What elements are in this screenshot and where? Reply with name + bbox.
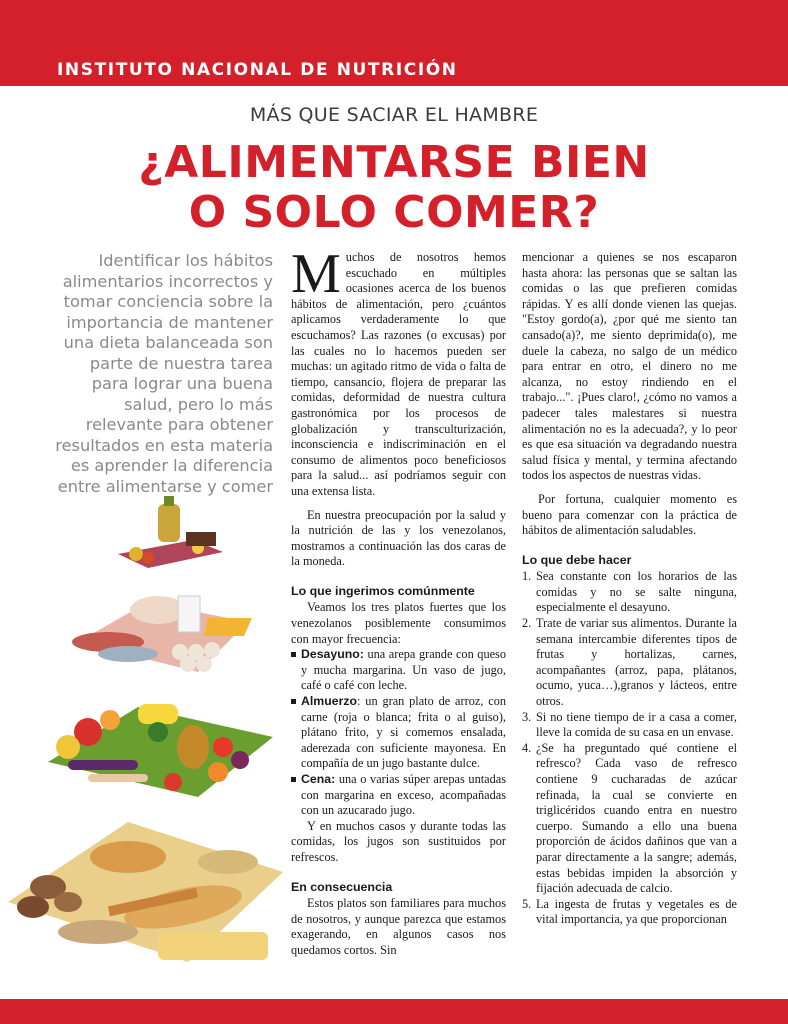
article-title — [0, 138, 788, 238]
paragraph: Estos platos son familiares para muchos de nosotros, y aunque parezca que estamos exagerando, en algunos casos nos quedamos cortos. Sin — [291, 896, 506, 957]
paragraph: Por fortuna, cualquier momento es bueno para comenzar con la práctica de hábitos de alimentación saludables. — [522, 491, 737, 538]
drop-cap: M — [291, 243, 341, 305]
grains-starches-tier — [8, 822, 283, 962]
list-item: Desayuno: una arepa grande con queso y mucha margarina. Un vaso de jugo, café o café con leche. — [291, 647, 506, 694]
title-line-2: O SOLO COMER? — [188, 187, 600, 238]
paragraph: En nuestra preocupación por la salud y la nutrición de las y los venezolanos, mostramos a continuación las dos caras de la moneda. — [291, 507, 506, 569]
fruits-vegetables-tier — [48, 704, 273, 797]
article-kicker: MÁS QUE SACIAR EL HAMBRE — [249, 104, 539, 126]
institution-name: INSTITUTO NACIONAL DE NUTRICIÓN — [57, 60, 458, 80]
recommendations-list — [522, 569, 737, 928]
footer-bar — [0, 999, 788, 1024]
title-line-1: ¿ALIMENTARSE BIEN — [138, 137, 650, 188]
bullet-icon — [291, 777, 296, 782]
section-heading: En consecuencia — [291, 879, 393, 894]
bullet-icon — [291, 652, 296, 657]
header-bar — [0, 0, 788, 86]
meals-list — [291, 647, 506, 819]
list-item: Cena: una o varias súper arepas untadas con margarina en exceso, acompañadas con un azucarado jugo. — [291, 772, 506, 819]
list-item: 5. La ingesta de frutas y vegetales es de vital importancia, ya que proporcionan — [522, 896, 737, 927]
list-item: 2. Trate de variar sus alimentos. Durante la semana intercambie diferentes tipos de frutas y hortalizas, carnes, acompañantes (arroz, papa, plátanos, ocumo, yuca…),granos y lácteos, entre otros. — [522, 616, 737, 709]
oils-sweets-tier — [118, 496, 223, 568]
article-column-1 — [291, 243, 506, 959]
list-item: 3. Si no tiene tiempo de ir a casa a comer, lleve la comida de su casa en un envase. — [522, 709, 737, 740]
paragraph-continued: mencionar a quienes se nos escaparon hasta ahora: las personas que se saltan las comidas o las que prefieren comidas rápidas. Y es allí donde vienen las quejas. "Estoy gordo(a), ¿por qué me siento tan cansado(a)?, me siento deprimida(o), me duele la cabeza, no salgo de un médico para entrar en otro, el dinero no me alcanza, no estoy rindiendo en el trabajo...". ¡Pues claro!, ¿cómo no vamos a padecer tales malestares si nuestra alimentación no es la adecuada?, y lo peor es que esa situación va degradando nuestra salud física y mental, y termina afectando todos los aspectos de nuestras vidas. — [522, 250, 737, 483]
list-item: Almuerzo: un gran plato de arroz, con carne (roja o blanca; frita o al guiso), plátano frito, y si comemos ensalada, aderezada con suficiente mayonesa. En compañía de un jugo bastante dulce. — [291, 694, 506, 772]
article-lede: Identificar los hábitos alimentarios incorrectos y tomar conciencia sobre la importancia de mantener una dieta balanceada son parte de nuestra tarea para lograr una buena salud, pero lo más relevante para obtener resultados en esta materia es aprender la diferencia entre alimentarse y comer — [55, 251, 273, 496]
intro-paragraph: Muchos de nosotros hemos escuchado en múltiples ocasiones acerca de los buenos hábitos de alimentación, pero ¿cuántos aplicamos verdaderamente lo que escuchamos? Las razones (o excusas) por las cuales no lo hacemos pueden ser muchas: un agitado ritmo de vida o falta de tiempo, cansancio, flojera de preparar las comidas, deformidad de nuestra cultura gastronómica por los procesos de globalización y transculturización, inconsciencia e indiscriminación en el consumo de alimentos poco beneficiosos para la salud... así podríamos seguir con una extensa lista. — [291, 243, 506, 498]
section-heading: Lo que debe hacer — [522, 552, 632, 567]
list-item: 1. Sea constante con los horarios de las comidas y no se salte ninguna, especialmente el desayuno. — [522, 569, 737, 615]
list-item: 4. ¿Se ha preguntado qué contiene el refresco? Cada vaso de refresco contiene 9 cucharadas de azúcar refinada, la cual se convierte en triglicéridos cuando entra en nuestro cuerpo. Sumando a ello una buena proporción de ácidos dañinos que van a parar directamente a la sangre; además, estas bebidas impiden la absorción y fijación adecuada de calcio. — [522, 740, 737, 896]
bullet-icon — [291, 699, 296, 704]
paragraph: Y en muchos casos y durante todas las comidas, los jugos son sustituidos por refrescos. — [291, 818, 506, 864]
section-heading: Lo que ingerimos comúnmente — [291, 583, 475, 598]
paragraph: Veamos los tres platos fuertes que los venezolanos posiblemente consumimos con mayor frecuencia: — [291, 600, 506, 646]
protein-dairy-tier — [72, 596, 252, 672]
food-pyramid-image — [8, 492, 283, 992]
article-column-2 — [522, 250, 737, 928]
